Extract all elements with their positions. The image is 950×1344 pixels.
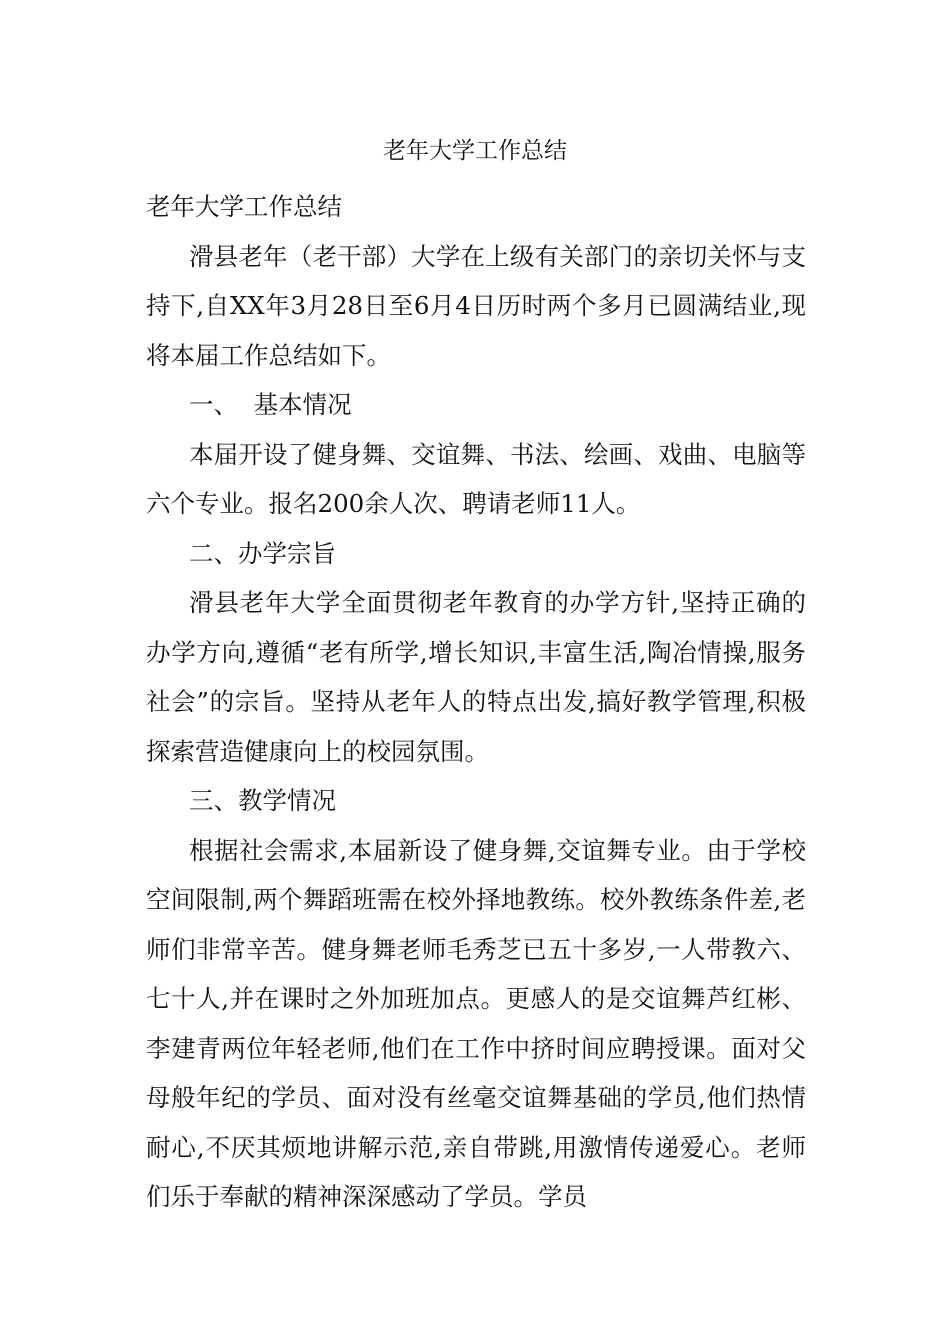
paragraph-teaching: 根据社会需求,本届新设了健身舞,交谊舞专业。由于学校空间限制,两个舞蹈班需在校外择地教练。校外教练条件差,老师们非常辛苦。健身舞老师毛秀芝已五十多岁,一人带教六、七十人,并在课时之外加班加点。更感人的是交谊舞芦红彬、李建青两位年轻老师,他们在工作中挤时间应聘授课。面对父母般年纪的学员、面对没有丝毫交谊舞基础的学员,他们热情耐心,不厌其烦地讲解示范,亲自带跳,用激情传递爱心。老师们乐于奉献的精神深深感动了学员。学员: [146, 835, 806, 1211]
paragraph-basic: 本届开设了健身舞、交谊舞、书法、绘画、戏曲、电脑等六个专业。报名200余人次、聘请老师11人。: [146, 439, 806, 518]
section-heading-purpose: 二、办学宗旨: [189, 538, 336, 568]
section-heading-basic: 一、 基本情况: [189, 390, 352, 419]
document-title: 老年大学工作总结: [383, 138, 567, 164]
paragraph-purpose: 滑县老年大学全面贯彻老年教育的办学方针,坚持正确的办学方向,遵循“老有所学,增长知识,丰富生活,陶冶情操,服务社会”的宗旨。坚持从老年人的特点出发,搞好教学管理,积极探索营造健康向上的校园氛围。: [146, 588, 806, 766]
document-body: [146, 182, 806, 1222]
section-heading-teaching: 三、教学情况: [189, 786, 336, 815]
document-subtitle: 老年大学工作总结: [146, 192, 342, 221]
paragraph-intro: 滑县老年（老干部）大学在上级有关部门的亲切关怀与支持下,自XX年3月28日至6月4日历时两个多月已圆满结业,现将本届工作总结如下。: [146, 241, 806, 370]
